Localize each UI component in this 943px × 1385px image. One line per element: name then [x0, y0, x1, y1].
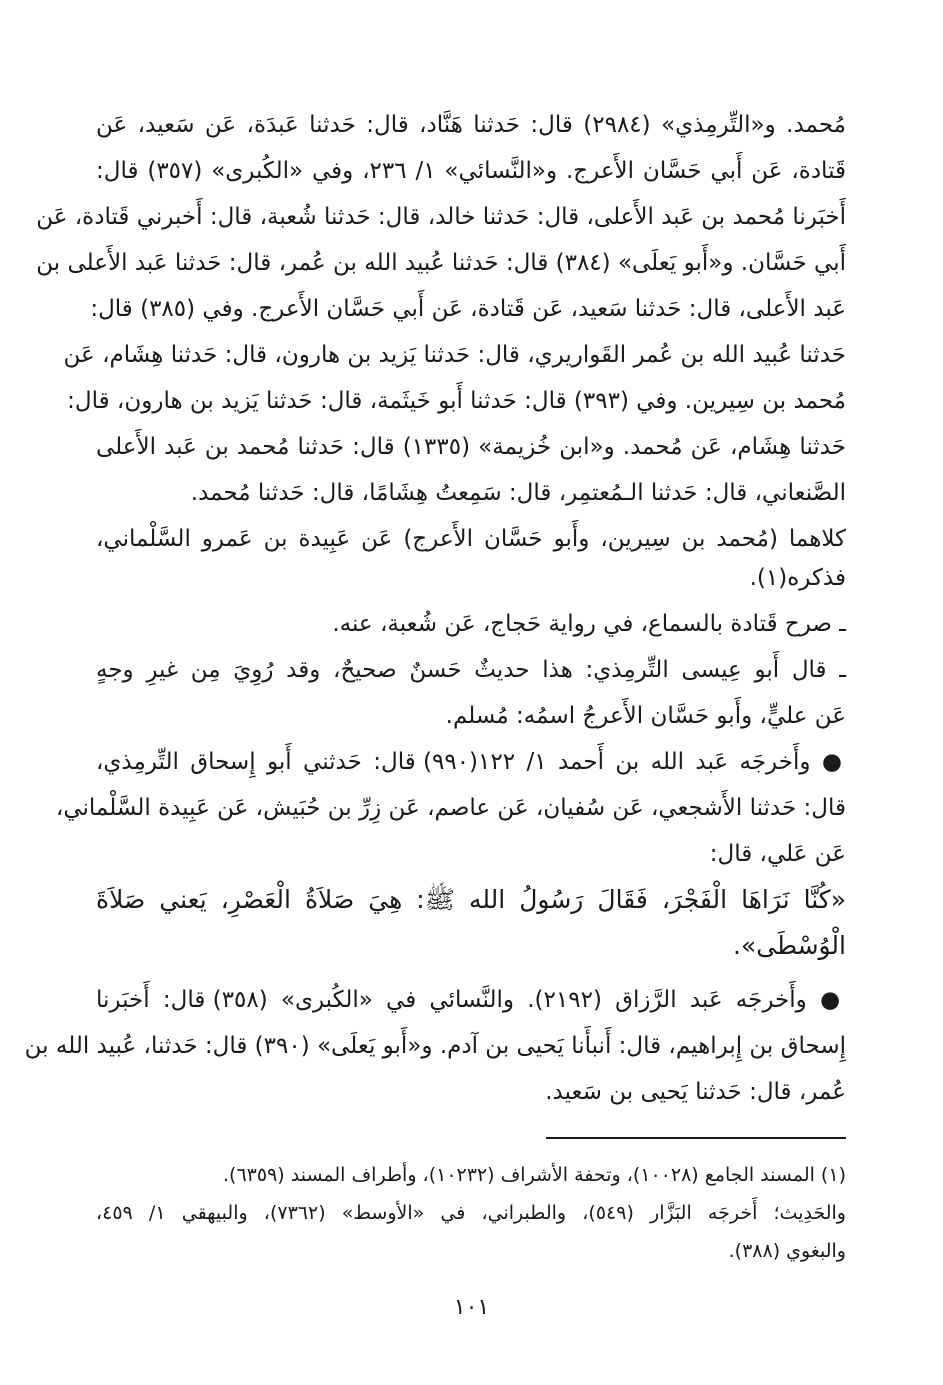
text-line: قال: حَدثنا الأَشجعي، عَن سُفيان، عَن عاصم، عَن زِرِّ بن حُبَيش، عَن عَبِيدة السَّلْماني، [55, 795, 846, 821]
text-line: أَبي حَسَّان. و«أَبو يَعلَى» (٣٨٤) قال: حَدثنا عُبيد الله بن عُمر، قال: حَدثنا عَبد الأَعلى بن [36, 250, 846, 276]
text-line: مُحمد بن سِيرين. وفي (٣٩٣) قال: حَدثنا أَبو خَيثَمة، قال: حَدثنا يَزيد بن هارون، قال: [67, 388, 846, 414]
text-line: ـ صرح قَتادة بالسماع، في رواية حَجاج، عَن شُعبة، عنه. [332, 611, 846, 637]
text-line: عَن عليٍّ، وأَبو حَسَّان الأَعرجُ اسمُه: مُسلم. [445, 703, 846, 729]
text-line: عُمر، قال: حَدثنا يَحيى بن سَعيد. [545, 1079, 846, 1105]
text-line: قَتادة، عَن أَبي حَسَّان الأَعرج. و«النَّسائي» ١/ ٢٣٦، وفي «الكُبرى» (٣٥٧) قال: [96, 158, 847, 184]
text-line: كلاهما (مُحمد بن سِيرين، وأَبو حَسَّان الأَعرج) عَن عَبِيدة بن عَمرو السَّلْماني، [96, 526, 846, 552]
text-line: حَدثنا عُبيد الله بن عُمر القَواريري، قال: حَدثنا يَزيد بن هارون، قال: حَدثنا هِشَام، عَن [63, 342, 846, 368]
hadith-quote-line: «كُنَّا نَرَاهَا الْفَجْرَ، فَقَالَ رَسُولُ الله ﷺ: هِيَ صَلاَةُ الْعَصْرِ، يَعني صَلاَةَ [96, 885, 846, 914]
text-line: ـ قال أَبو عِيسى التِّرمِذي: هذا حديثٌ حَسنٌ صحيحٌ، وقد رُوِيَ مِن غيرِ وجهٍ [96, 657, 846, 683]
text-line: فذكره(١). [749, 565, 846, 591]
text-line: عَبد الأَعلى، قال: حَدثنا سَعيد، عَن قَتادة، عَن أَبي حَسَّان الأَعرج. وفي (٣٨٥) قال: [90, 296, 846, 322]
text-line: عَن عَلي، قال: [709, 841, 846, 867]
text-line: أَخبَرنا مُحمد بن عَبد الأَعلى، قال: حَدثنا خالد، قال: حَدثنا شُعبة، قال: أَخبرني قَتادة، عَن [36, 204, 846, 230]
footnote-line: والحَدِيث؛ أَخرجَه البَزَّار (٥٤٩)، والطبراني، في «الأوسط» (٧٣٦٢)، والبيهقي ١/ ٤٥٩، [96, 1202, 846, 1224]
text-line: الصَّنعاني، قال: حَدثنا الـمُعتمِر، قال: سَمِعتُ هِشَامًا، قال: حَدثنا مُحمد. [190, 480, 846, 506]
text-line: إِسحاق بن إِبراهيم، قال: أَنبأَنا يَحيى بن آدم. و«أَبو يَعلَى» (٣٩٠) قال: حَدثنا، عُبيد الله بن [24, 1033, 846, 1059]
page-number: ١٠١ [453, 1295, 490, 1320]
text-line: ● وأَخرجَه عَبد الله بن أَحمد ١/ ١٢٢(٩٩٠) قال: حَدثني أَبو إِسحاق التِّرمِذي، [96, 749, 846, 775]
text-line: مُحمد. و«التِّرمِذي» (٢٩٨٤) قال: حَدثنا هَنَّاد، قال: حَدثنا عَبدَة، عَن سَعيد، عَن [96, 112, 847, 138]
hadith-quote-line: الْوُسْطَى». [732, 931, 846, 960]
text-line: حَدثنا هِشَام، عَن مُحمد. و«ابن خُزيمة» (١٣٣٥) قال: حَدثنا مُحمد بن عَبد الأَعلى [96, 434, 846, 460]
footnote-line: (١) المسند الجامع (١٠٠٢٨)، وتحفة الأشراف (١٠٢٣٢)، وأطراف المسند (٦٣٥٩). [223, 1164, 846, 1186]
footnote-line: والبغوي (٣٨٨). [728, 1240, 846, 1262]
footnotes [24, 0, 846, 1270]
text-line: ● وأَخرجَه عَبد الرَّزاق (٢١٩٢). والنَّسائي في «الكُبرى» (٣٥٨) قال: أَخبَرنا [96, 987, 846, 1013]
